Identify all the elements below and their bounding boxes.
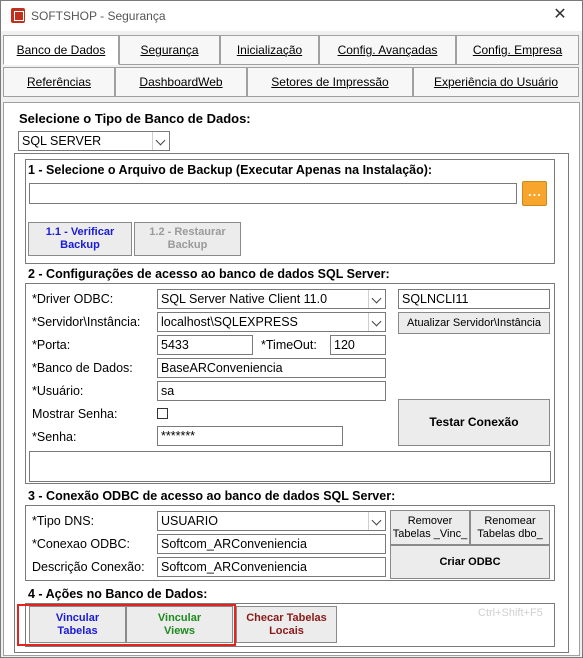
tab-label: Setores de Impressão bbox=[271, 75, 389, 89]
backup-path-input[interactable] bbox=[29, 183, 517, 204]
password-label: *Senha: bbox=[32, 430, 77, 444]
tab-banco-de-dados[interactable] bbox=[3, 35, 119, 65]
chevron-down-icon[interactable] bbox=[368, 512, 385, 530]
user-label: *Usuário: bbox=[32, 384, 84, 398]
shortcut-hint: Ctrl+Shift+F5 bbox=[478, 607, 543, 619]
driver-label: *Driver ODBC: bbox=[32, 292, 114, 306]
driver-code-field[interactable]: SQLNCLI11 bbox=[398, 289, 550, 309]
tab-label: Banco de Dados bbox=[16, 43, 106, 57]
section2-title: 2 - Configurações de acesso ao banco de dados SQL Server: bbox=[28, 267, 390, 281]
highlight-frame bbox=[17, 604, 236, 646]
link-tables-button[interactable]: Vincular Tabelas bbox=[29, 606, 126, 643]
verify-backup-button[interactable]: 1.1 - Verificar Backup bbox=[28, 222, 132, 256]
desc-label: Descrição Conexão: bbox=[32, 560, 145, 574]
browse-folder-icon[interactable] bbox=[522, 181, 547, 206]
section4-title: 4 - Ações no Banco de Dados: bbox=[28, 587, 208, 601]
odbc-input[interactable]: Softcom_ARConveniencia bbox=[157, 534, 386, 554]
section1-title: 1 - Selecione o Arquivo de Backup (Executar Apenas na Instalação): bbox=[28, 163, 433, 177]
chevron-down-icon[interactable] bbox=[368, 290, 385, 308]
tab-label: Config. Avançadas bbox=[337, 43, 438, 57]
password-input[interactable]: ******* bbox=[157, 426, 343, 446]
tab-seguranca[interactable] bbox=[119, 35, 220, 65]
show-password-label: Mostrar Senha: bbox=[32, 407, 118, 421]
tab-setores-de-impressao[interactable] bbox=[247, 67, 413, 97]
tab-label: DashboardWeb bbox=[139, 75, 223, 89]
odbc-label: *Conexao ODBC: bbox=[32, 537, 130, 551]
tab-label: Referências bbox=[26, 75, 92, 89]
db-type-value: SQL SERVER bbox=[22, 134, 102, 148]
tab-label: Segurança bbox=[140, 43, 199, 57]
driver-value: SQL Server Native Client 11.0 bbox=[161, 292, 328, 306]
port-input[interactable]: 5433 bbox=[157, 335, 253, 355]
server-value: localhost\SQLEXPRESS bbox=[161, 315, 298, 329]
update-server-button[interactable]: Atualizar Servidor\Instância bbox=[398, 312, 550, 334]
tab-label: Inicialização bbox=[236, 43, 303, 57]
link-views-button[interactable]: Vincular Views bbox=[126, 606, 233, 643]
database-label: *Banco de Dados: bbox=[32, 361, 133, 375]
close-icon[interactable]: ✕ bbox=[553, 6, 567, 23]
tab-label: Experiência do Usuário bbox=[433, 75, 559, 89]
test-connection-button[interactable]: Testar Conexão bbox=[398, 399, 550, 446]
title-bar bbox=[1, 1, 582, 31]
dns-select[interactable] bbox=[157, 511, 386, 531]
check-tables-button[interactable]: Checar Tabelas Locais bbox=[236, 606, 337, 643]
tab-strip bbox=[1, 31, 582, 101]
tab-config-empresa[interactable] bbox=[456, 35, 579, 65]
restore-backup-button[interactable]: 1.2 - Restaurar Backup bbox=[134, 222, 241, 256]
chevron-down-icon[interactable] bbox=[368, 313, 385, 331]
window-title: SOFTSHOP - Segurança bbox=[31, 9, 166, 23]
tab-config-avancadas[interactable] bbox=[319, 35, 456, 65]
rename-tables-button[interactable]: Renomear Tabelas dbo_ bbox=[470, 510, 550, 545]
tab-inicializacao[interactable] bbox=[220, 35, 319, 65]
chevron-down-icon[interactable] bbox=[152, 132, 169, 150]
server-select[interactable] bbox=[157, 312, 386, 332]
section3-title: 3 - Conexão ODBC de acesso ao banco de dados SQL Server: bbox=[28, 489, 396, 503]
desc-input[interactable]: Softcom_ARConveniencia bbox=[157, 557, 386, 577]
tab-experiencia-do-usuario[interactable] bbox=[413, 67, 579, 97]
connection-status-field bbox=[29, 451, 551, 482]
banco-de-dados-panel bbox=[3, 102, 580, 656]
tab-label: Config. Empresa bbox=[472, 43, 563, 57]
user-input[interactable]: sa bbox=[157, 381, 386, 401]
tab-dashboardweb[interactable] bbox=[115, 67, 247, 97]
database-input[interactable]: BaseARConveniencia bbox=[157, 358, 386, 378]
dns-label: *Tipo DNS: bbox=[32, 514, 95, 528]
server-label: *Servidor\Instância: bbox=[32, 315, 141, 329]
db-type-select[interactable] bbox=[18, 131, 170, 151]
driver-select[interactable] bbox=[157, 289, 386, 309]
timeout-label: *TimeOut: bbox=[261, 338, 317, 352]
app-icon bbox=[11, 8, 25, 23]
dns-value: USUARIO bbox=[161, 514, 218, 528]
port-label: *Porta: bbox=[32, 338, 71, 352]
create-odbc-button[interactable]: Criar ODBC bbox=[390, 545, 550, 579]
db-type-label: Selecione o Tipo de Banco de Dados: bbox=[19, 111, 251, 126]
remove-tables-button[interactable]: Remover Tabelas _Vinc_ bbox=[390, 510, 470, 545]
timeout-input[interactable]: 120 bbox=[330, 335, 386, 355]
tab-referencias[interactable] bbox=[3, 67, 115, 97]
show-password-checkbox[interactable] bbox=[157, 408, 168, 419]
